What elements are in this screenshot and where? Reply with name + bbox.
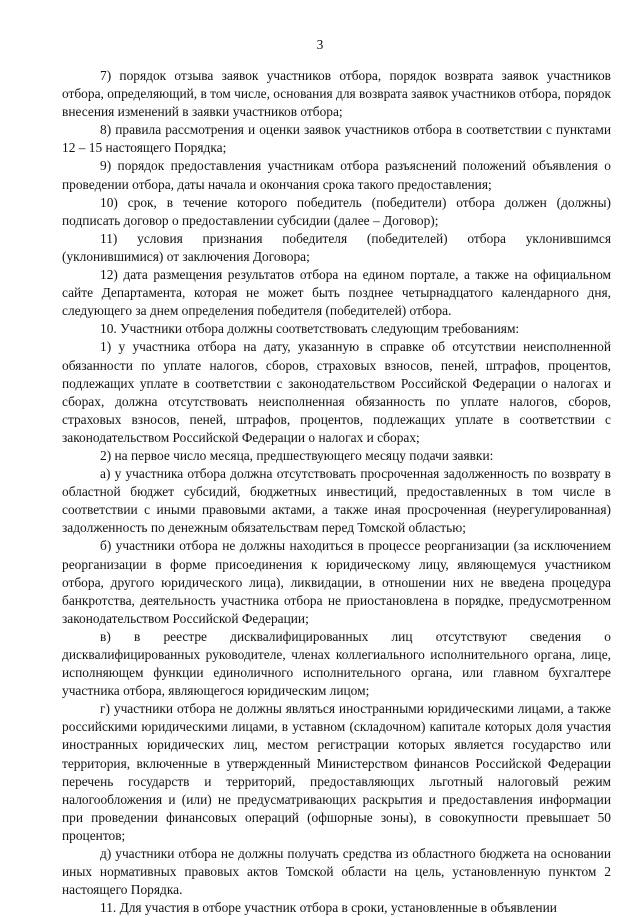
paragraph-item-10: 10) срок, в течение которого победитель (победители) отбора должен (должны) подписать договор о предоставлении субсидии (далее – Договор); (62, 194, 611, 228)
paragraph-subitem-b: б) участники отбора не должны находиться в процессе реорганизации (за исключением реорганизации в форме присоединения к юридическому лицу, являющемуся участником отбора, другого юридического лица), ликвидации, в отношении них не введена процедура банкротства, деятельность участника отбора не приостановлена в порядке, предусмотренном законодательством Российской Федерации; (62, 538, 611, 626)
paragraph-requirement-1: 1) у участника отбора на дату, указанную в справке об отсутствии неисполненной обязанности по уплате налогов, сборов, страховых взносов, пеней, штрафов, процентов, подлежащих уплате в соответствии с законодательством Российской Федерации о налогах и сборах, должна отсутствовать неисполненная обязанность по уплате налогов, сборов, страховых взносов, пеней, штрафов, процентов, подлежащих уплате в соответствии с законодательством Российской Федерации о налогах и сборах; (62, 339, 611, 445)
paragraph-requirement-2: 2) на первое число месяца, предшествующего месяцу подачи заявки: (100, 447, 494, 463)
paragraph-subitem-v: в) в реестре дисквалифицированных лиц отсутствуют сведения о дисквалифицированных руководителе, членах коллегиального исполнительного органа, лице, исполняющем функции единоличного исполнительного органа, или главном бухгалтере участника отбора, являющегося юридическим лицом; (62, 628, 611, 699)
paragraph-item-12: 12) дата размещения результатов отбора на едином портале, а также на официальном сайте Департамента, которая не может быть позднее четырнадцатого календарного дня, следующего за днем определения победителя (победителей) отбора. (62, 267, 611, 319)
page-number: 3 (316, 37, 324, 52)
paragraph-subitem-g: г) участники отбора не должны являться иностранными юридическими лицами, а также российскими юридическими лицами, в уставном (складочном) капитале которых доля участия иностранных юридических лиц, местом регистрации которых является государство или территория, включенные в утвержденный Министерством финансов Российской Федерации перечень государств и территорий, предоставляющих льготный налоговый режим налогообложения и (или) не предусматривающих раскрытия и предоставления информации при проведении финансовых операций (офшорные зоны), в совокупности превышает 50 процентов; (62, 701, 611, 843)
paragraph-subitem-a: а) у участника отбора должна отсутствовать просроченная задолженность по возврату в областной бюджет субсидий, бюджетных инвестиций, предоставленных в том числе в соответствии с иными правовыми актами, а также иная просроченная (неурегулированная) задолженность по денежным обязательствам перед Томской областью; (62, 466, 611, 536)
paragraph-item-7: 7) порядок отзыва заявок участников отбора, порядок возврата заявок участников отбора, определяющий, в том числе, основания для возврата заявок участников отбора, порядок внесения изменений в заявки участников отбора; (62, 68, 611, 120)
paragraph-section-10: 10. Участники отбора должны соответствовать следующим требованиям: (100, 321, 520, 337)
document-body (62, 67, 611, 917)
paragraph-item-9: 9) порядок предоставления участникам отбора разъяснений положений объявления о проведении отбора, даты начала и окончания срока такого предоставления; (62, 158, 611, 192)
paragraph-item-8: 8) правила рассмотрения и оценки заявок участников отбора в соответствии с пунктами 12 – 15 настоящего Порядка; (62, 122, 611, 156)
paragraph-subitem-d: д) участники отбора не должны получать средства из областного бюджета на основании иных нормативных правовых актов Томской области на цель, установленную пунктом 2 настоящего Порядка. (62, 846, 611, 898)
paragraph-section-11: 11. Для участия в отборе участник отбора в сроки, установленные в объявлении (100, 900, 557, 916)
paragraph-item-11: 11) условия признания победителя (победителей) отбора уклонившимся (уклонившимися) от заключения Договора; (62, 230, 611, 264)
